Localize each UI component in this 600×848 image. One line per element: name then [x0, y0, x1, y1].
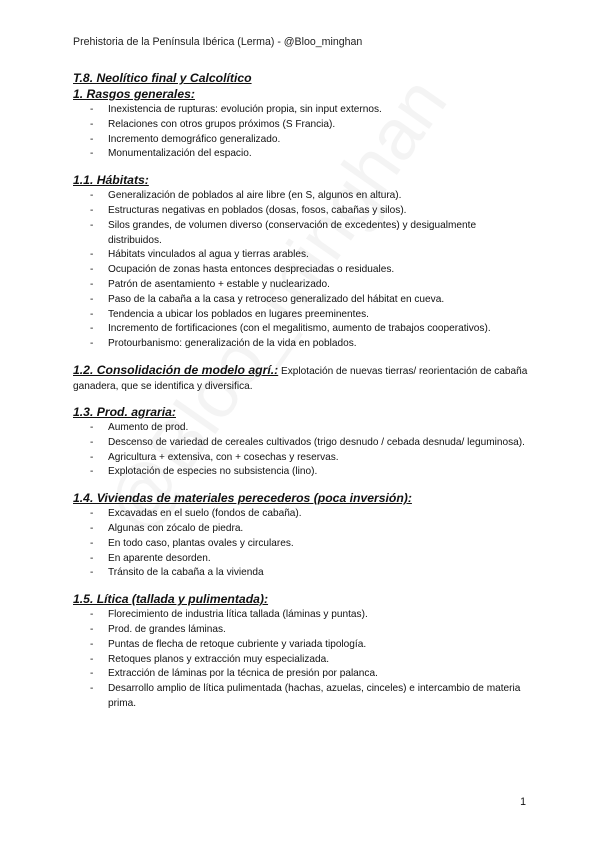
section-heading-habitats: 1.1. Hábitats:: [73, 173, 149, 188]
section-text-consolidacion: Explotación de nuevas tierras/ reorientación de cabaña ganadera, que se identifica y diversifica.: [73, 365, 528, 392]
list-item: - Inexistencia de rupturas: evolución propia, sin input externos.: [90, 104, 382, 115]
document-content: [73, 71, 528, 712]
section-list-viviendas: [73, 507, 528, 581]
section-heading-rasgos: 1. Rasgos generales:: [73, 87, 195, 101]
list-item: - Agricultura + extensiva, con + cosechas y reservas.: [90, 451, 339, 463]
list-item: - Patrón de asentamiento + estable y nuclearizado.: [90, 278, 330, 290]
section-heading-litica: 1.5. Lítica (tallada y pulimentada):: [73, 592, 269, 607]
list-item: - Estructuras negativas en poblados (dosas, fosos, cabañas y silos).: [90, 204, 407, 216]
list-item: - Aumento de prod.: [90, 421, 189, 433]
list-item: - En aparente desorden.: [90, 552, 211, 564]
list-item: - En todo caso, plantas ovales y circulares.: [90, 537, 294, 549]
list-item: - Descenso de variedad de cereales cultivados (trigo desnudo / cebada desnuda/ leguminosa).: [90, 436, 525, 448]
list-item: - Puntas de flecha de retoque cubriente y variada tipología.: [90, 638, 367, 650]
list-item: - Prod. de grandes láminas.: [90, 623, 226, 635]
document-title: T.8. Neolítico final y Calcolítico: [73, 71, 252, 85]
list-item: - Excavadas en el suelo (fondos de cabaña).: [90, 508, 302, 520]
list-item: - Tránsito de la cabaña a la vivienda: [90, 567, 264, 579]
list-item: - Desarrollo amplio de lítica pulimentada (hachas, azuelas, cinceles) e intercambio de materia prima.: [90, 683, 521, 709]
section-heading-viviendas: 1.4. Viviendas de materiales perecederos (poca inversión):: [73, 491, 412, 506]
list-item: - Explotación de especies no subsistencia (lino).: [90, 466, 318, 478]
section-list-litica: [73, 608, 528, 712]
list-item: - Monumentalización del espacio.: [90, 148, 252, 160]
section-list-prod-agraria: [73, 421, 528, 480]
list-item: - Extracción de láminas por la técnica de presión por palanca.: [90, 668, 378, 680]
section-heading-prod-agraria: 1.3. Prod. agraria:: [73, 404, 176, 419]
list-item: - Generalización de poblados al aire libre (en S, algunos en altura).: [90, 190, 402, 202]
section-list-habitats: [73, 189, 528, 352]
list-item: - Hábitats vinculados al agua y tierras arables.: [90, 249, 309, 261]
list-item: - Tendencia a ubicar los poblados en lugares preeminentes.: [90, 308, 369, 320]
list-item: - Algunas con zócalo de piedra.: [90, 522, 244, 534]
list-item: - Incremento demográfico generalizado.: [90, 133, 281, 145]
list-item: - Protourbanismo: generalización de la vida en poblados.: [90, 338, 357, 350]
list-item: - Ocupación de zonas hasta entonces despreciadas o residuales.: [90, 264, 395, 276]
list-item: - Relaciones con otros grupos próximos (S Francia).: [90, 118, 336, 130]
list-item: - Florecimiento de industria lítica tallada (láminas y puntas).: [90, 609, 368, 621]
list-item: - Retoques planos y extracción muy especializada.: [90, 653, 330, 665]
section-consolidacion: [73, 363, 528, 394]
page-header: Prehistoria de la Península Ibérica (Lerma) - @Bloo_minghan: [73, 36, 363, 48]
section-heading-consolidacion: 1.2. Consolidación de modelo agrí.:: [73, 362, 279, 377]
list-item: - Incremento de fortificaciones (con el megalitismo, aumento de trabajos cooperativos).: [90, 323, 491, 335]
page-number: 1: [520, 796, 526, 808]
section-list-rasgos: [73, 103, 528, 162]
list-item: - Paso de la cabaña a la casa y retroceso generalizado del hábitat en cueva.: [90, 293, 445, 305]
list-item: - Silos grandes, de volumen diverso (conservación de excedentes) y desigualmente distribuidos.: [90, 219, 477, 246]
